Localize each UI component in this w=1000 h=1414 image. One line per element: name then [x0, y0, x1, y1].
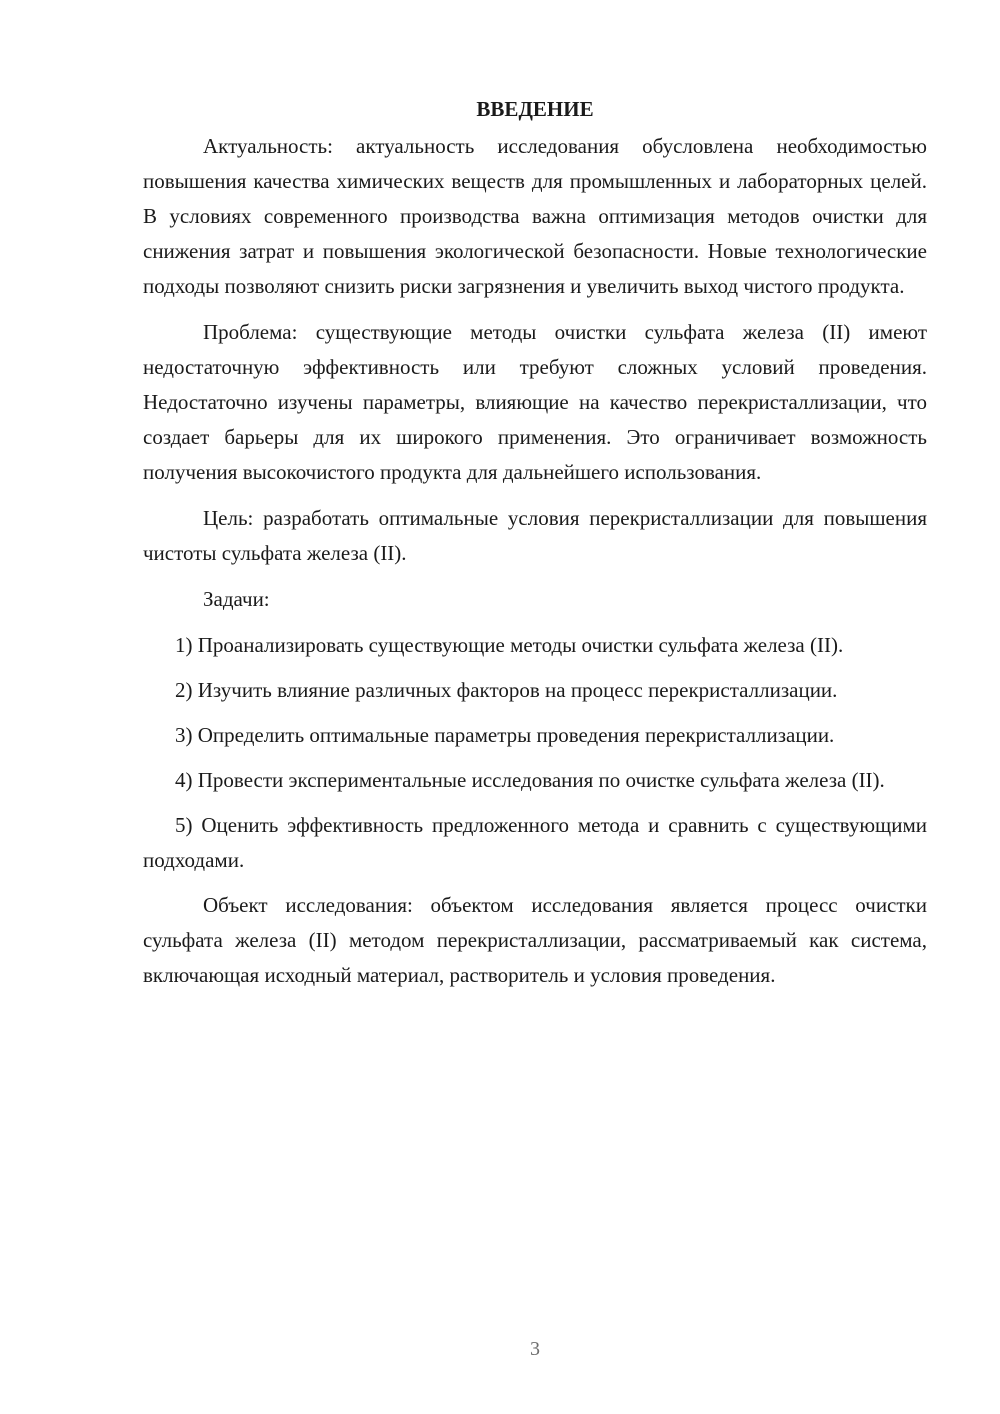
paragraph-relevance: Актуальность: актуальность исследования обусловлена необходимостью повышения качества химических веществ для промышленных и лабораторных целей. В условиях современного производства важна оптимизация методов очистки для снижения затрат и повышения экологической безопасности. Новые технологические подходы позволяют снизить риски загрязнения и увеличить выход чистого продукта.	[143, 134, 927, 298]
page-number: 3	[530, 1338, 540, 1360]
task-item-2: 2) Изучить влияние различных факторов на процесс перекристаллизации.	[175, 678, 838, 702]
task-item-1: 1) Проанализировать существующие методы очистки сульфата железа (II).	[175, 633, 844, 657]
paragraph-goal: Цель: разработать оптимальные условия перекристаллизации для повышения чистоты сульфата железа (II).	[143, 506, 927, 565]
paragraph-object: Объект исследования: объектом исследования является процесс очистки сульфата железа (II) методом перекристаллизации, рассматриваемый как система, включающая исходный материал, растворитель и условия проведения.	[143, 893, 927, 987]
section-title: ВВЕДЕНИЕ	[476, 97, 594, 121]
page-content	[143, 92, 927, 1004]
paragraph-problem: Проблема: существующие методы очистки сульфата железа (II) имеют недостаточную эффективность или требуют сложных условий проведения. Недостаточно изучены параметры, влияющие на качество перекристаллизации, что создает барьеры для их широкого применения. Это ограничивает возможность получения высокочистого продукта для дальнейшего использования.	[143, 320, 927, 484]
tasks-heading: Задачи:	[203, 587, 270, 611]
task-item-4: 4) Провести экспериментальные исследования по очистке сульфата железа (II).	[175, 768, 885, 792]
task-item-3: 3) Определить оптимальные параметры проведения перекристаллизации.	[175, 723, 835, 747]
task-item-5: 5) Оценить эффективность предложенного метода и сравнить с существующими подходами.	[143, 813, 927, 872]
tasks-list	[143, 628, 927, 878]
